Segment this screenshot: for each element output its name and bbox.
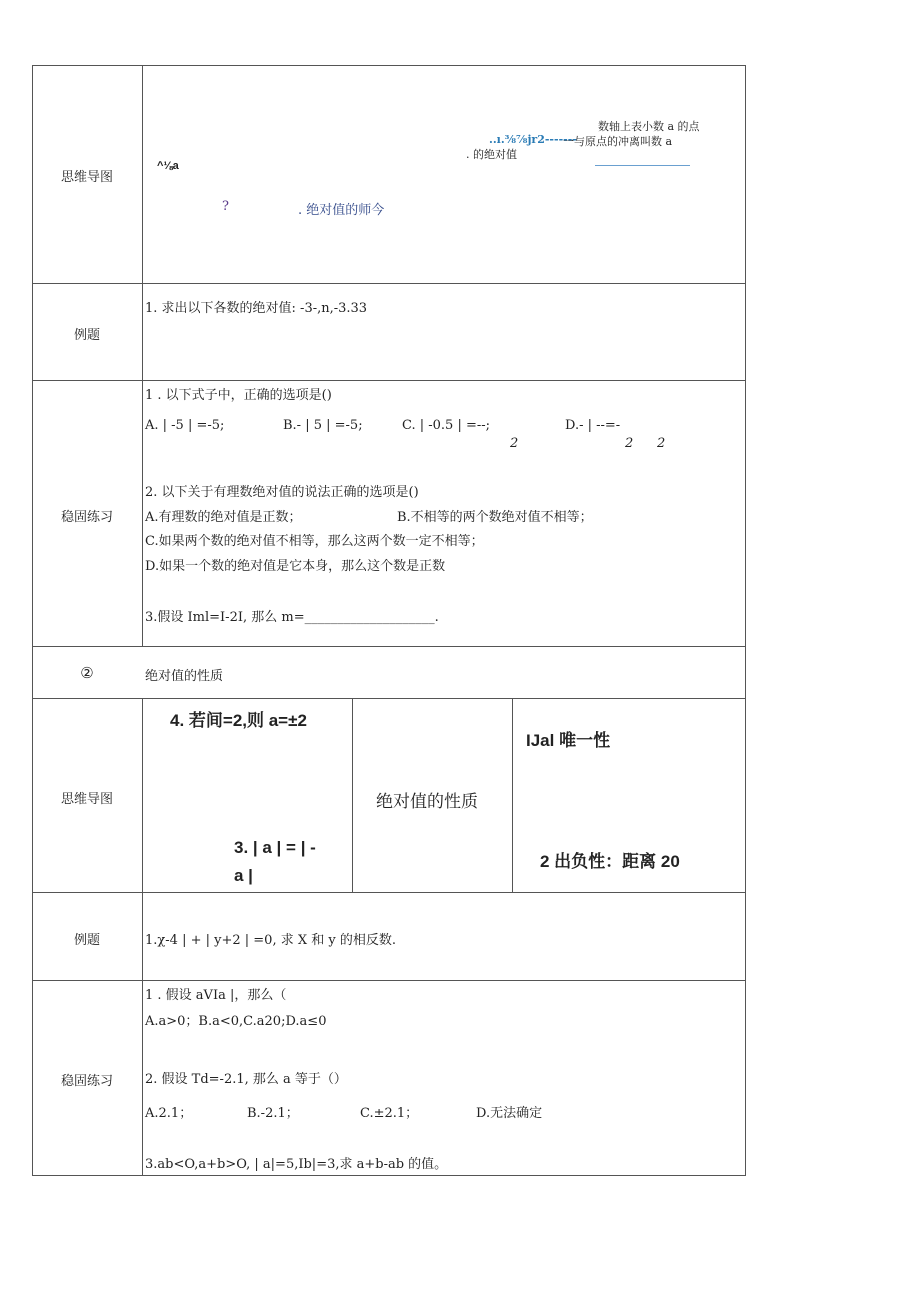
option: A. | -5 | =-5;	[145, 418, 225, 433]
option: B.- | 5 | =-5;	[283, 418, 363, 433]
section-number: ②	[80, 664, 94, 682]
question: 3.ab<O,a+b>O, | a|=5,Ib|=3,求 a+b-ab 的值。	[145, 1157, 448, 1172]
question: 3.假设 Iml=I-2I, 那么 m=____________________.	[145, 610, 439, 625]
mindmap-node: 数轴上表小数 a 的点	[598, 120, 700, 133]
denominator: 2	[657, 436, 666, 451]
example-text: 1. 求出以下各数的绝对值: -3-,n,-3.33	[145, 301, 368, 316]
mindmap-node: IJal 唯一性	[526, 731, 611, 750]
mindmap-node: . 的绝对值	[466, 148, 517, 161]
option: C. | -0.5 | =--;	[402, 418, 491, 433]
mindmap-node: ?	[222, 199, 229, 214]
mindmap-node: a |	[234, 866, 253, 885]
question: 1 . 假设 aVIa |，那么（	[145, 988, 287, 1003]
mindmap-node: 一与原点的冲离叫数 a	[563, 135, 673, 148]
option: A.有理数的绝对值是正数；	[145, 510, 302, 525]
section-title: 绝对值的性质	[145, 669, 224, 684]
question: 2. 以下关于有理数绝对值的说法正确的选项是()	[145, 485, 419, 500]
question: 2. 假设 Td=-2.1, 那么 a 等于（）	[145, 1072, 347, 1087]
mindmap-node: 2 出负性：距离 20	[540, 852, 680, 871]
question: 1 . 以下式子中，正确的选项是()	[145, 388, 332, 403]
option: D.无法确定	[476, 1106, 543, 1121]
example-label: 例题	[73, 328, 100, 343]
option: A.a>0；B.a<0,C.a20;D.a≤0	[145, 1014, 327, 1029]
example-text: 1.χ-4 | + | y+2 | =0, 求 X 和 y 的相反数.	[145, 933, 396, 948]
mindmap-label: 思维导图	[60, 170, 113, 185]
option: C.如果两个数的绝对值不相等，那么这两个数一定不相等；	[145, 534, 484, 549]
denominator: 2	[625, 436, 634, 451]
option: C.±2.1；	[360, 1106, 419, 1121]
mindmap-node: ^⅛a	[157, 160, 179, 172]
practice-label: 稳固练习	[60, 510, 113, 525]
option: D.- | --=-	[565, 418, 621, 433]
option: D.如果一个数的绝对值是它本身，那么这个数是正数	[145, 559, 446, 574]
denominator: 2	[510, 436, 519, 451]
mindmap-label: 思维导图	[60, 792, 113, 807]
practice-label: 稳固练习	[60, 1074, 113, 1089]
mindmap-node: ..ı.⅜⅞jr2-------	[489, 133, 577, 146]
option: A.2.1；	[145, 1106, 193, 1121]
example-label: 例题	[73, 933, 100, 948]
option: B.-2.1；	[247, 1106, 299, 1121]
mindmap-center: 绝对值的性质	[376, 792, 478, 811]
option: B.不相等的两个数绝对值不相等；	[397, 510, 593, 525]
mindmap-center: . 绝对值的师今	[298, 203, 385, 218]
mindmap-node: 4. 若间=2,则 a=±2	[170, 711, 307, 730]
mindmap-node: 3. | a | = | -	[234, 838, 316, 857]
